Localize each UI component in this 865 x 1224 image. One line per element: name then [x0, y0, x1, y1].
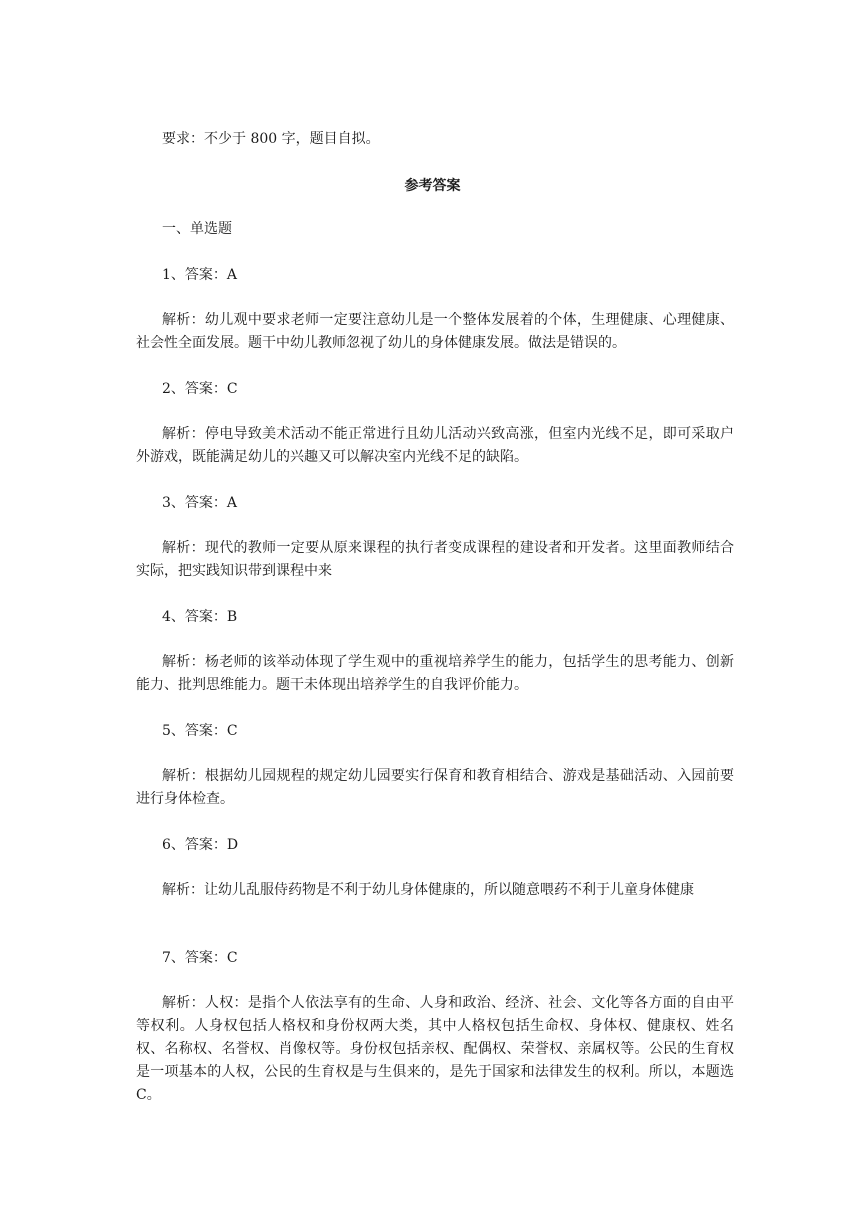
answer-6: 6、答案：D	[162, 837, 239, 853]
analysis-5: 解析：根据幼儿园规程的规定幼儿园要实行保育和教育相结合、游戏是基础活动、入园前要进行身体检查。	[136, 768, 734, 807]
analysis-4: 解析：杨老师的该举动体现了学生观中的重视培养学生的能力，包括学生的思考能力、创新能力、批判思维能力。题干未体现出培养学生的自我评价能力。	[136, 654, 734, 693]
answer-3: 3、答案：A	[162, 495, 238, 511]
analysis-6: 解析：让幼儿乱服侍药物是不利于幼儿身体健康的，所以随意喂药不利于儿童身体健康	[162, 882, 694, 898]
answer-5: 5、答案：C	[162, 723, 238, 739]
analysis-1: 解析：幼儿观中要求老师一定要注意幼儿是一个整体发展着的个体，生理健康、心理健康、社会性全面发展。题干中幼儿教师忽视了幼儿的身体健康发展。做法是错误的。	[136, 312, 734, 351]
answer-7: 7、答案：C	[162, 950, 238, 966]
answer-4: 4、答案：B	[162, 609, 238, 625]
requirement-text: 要求：不少于 800 字，题目自拟。	[162, 131, 380, 147]
analysis-7: 解析：人权：是指个人依法享有的生命、人身和政治、经济、社会、文化等各方面的自由平等权利。人身权包括人格权和身份权两大类，其中人格权包括生命权、身体权、健康权、姓名权、名称权、名誉权、肖像权等。身份权包括亲权、配偶权、荣誉权、亲属权等。公民的生育权是一项基本的人权，公民的生育权是与生俱来的，是先于国家和法律发生的权利。所以，本题选 C。	[136, 995, 734, 1103]
analysis-2: 解析：停电导致美术活动不能正常进行且幼儿活动兴致高涨，但室内光线不足，即可采取户外游戏，既能满足幼儿的兴趣又可以解决室内光线不足的缺陷。	[136, 426, 734, 465]
answer-2: 2、答案：C	[162, 381, 238, 397]
analysis-3: 解析：现代的教师一定要从原来课程的执行者变成课程的建设者和开发者。这里面教师结合实际，把实践知识带到课程中来	[136, 540, 734, 579]
section-heading: 一、单选题	[162, 221, 232, 237]
answer-1: 1、答案：A	[162, 267, 238, 283]
reference-answer-title: 参考答案	[404, 178, 461, 194]
